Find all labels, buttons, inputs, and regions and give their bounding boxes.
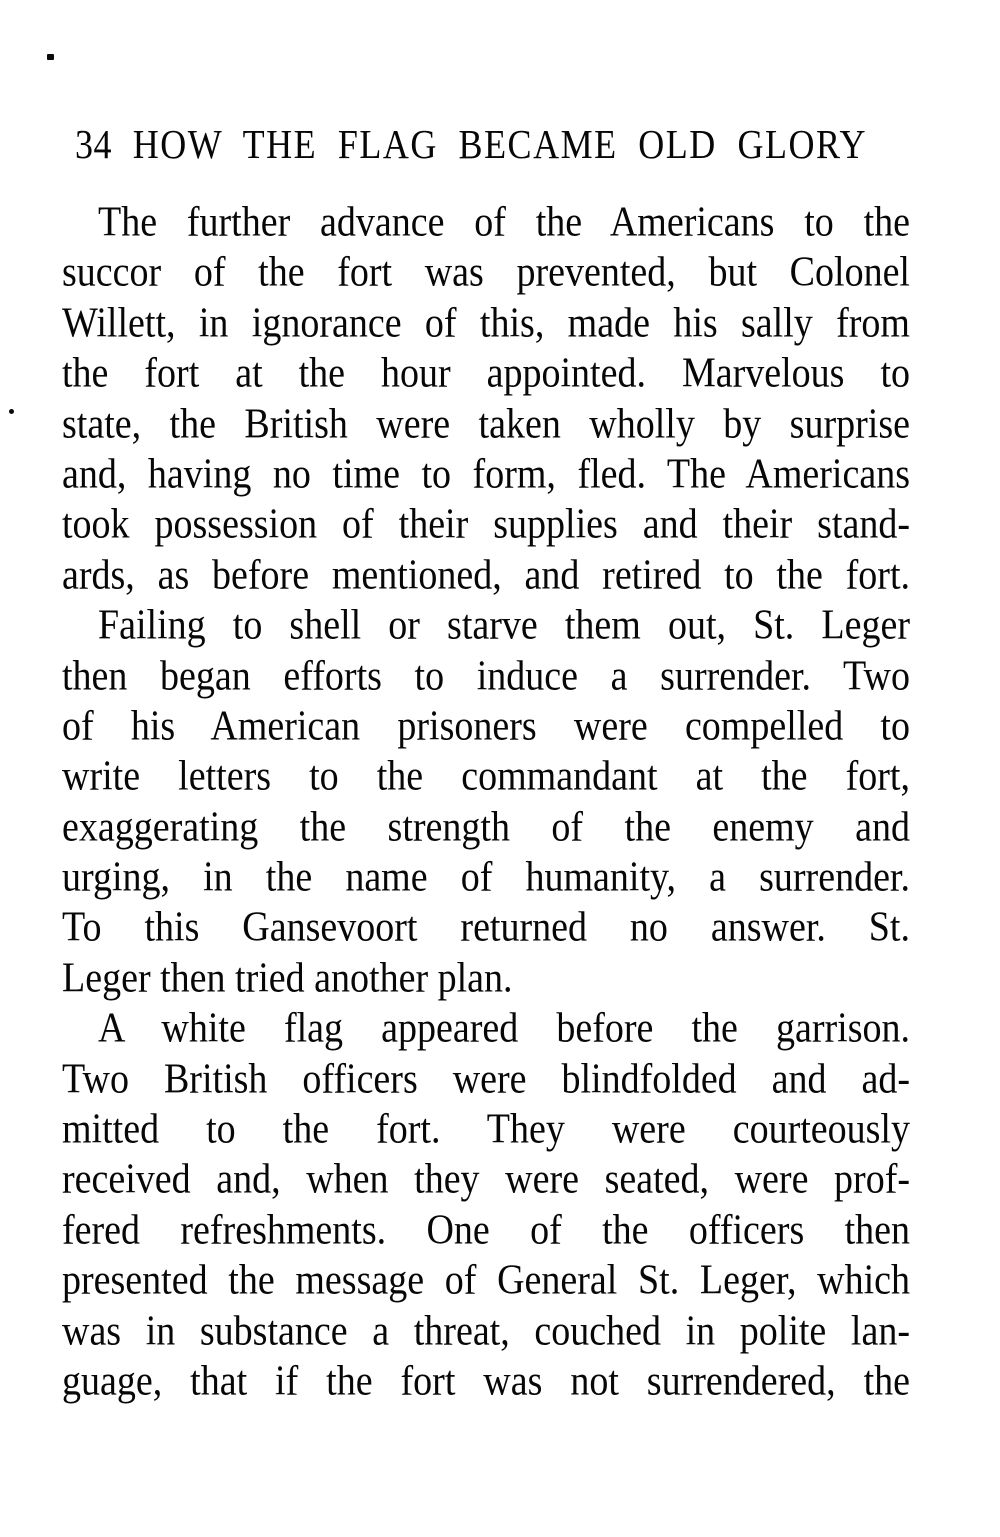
text-line: of his American prisoners were compelled to bbox=[62, 702, 910, 750]
paragraph bbox=[62, 1003, 910, 1406]
text-line: exaggerating the strength of the enemy and bbox=[62, 803, 910, 851]
running-title: HOW THE FLAG BECAME OLD GLORY bbox=[132, 121, 868, 167]
text-line: mitted to the fort. They were courteously bbox=[62, 1105, 910, 1153]
page-header bbox=[75, 112, 867, 176]
text-line: guage, that if the fort was not surrendered, the bbox=[62, 1357, 910, 1405]
text-line: state, the British were taken wholly by surprise bbox=[62, 400, 910, 448]
text-line: the fort at the hour appointed. Marvelous to bbox=[62, 349, 910, 397]
ink-speck-icon bbox=[9, 409, 14, 414]
text-line: presented the message of General St. Leger, which bbox=[62, 1256, 910, 1304]
text-line: received and, when they were seated, were prof- bbox=[62, 1155, 910, 1203]
paragraph bbox=[62, 197, 910, 600]
text-line: and, having no time to form, fled. The Americans bbox=[62, 450, 910, 498]
text-line: then began efforts to induce a surrender. Two bbox=[62, 651, 910, 700]
text-line: succor of the fort was prevented, but Colonel bbox=[62, 248, 910, 296]
text-line: Leger then tried another plan. bbox=[62, 954, 513, 1002]
text-line: To this Gansevoort returned no answer. St. bbox=[62, 903, 910, 951]
text-line: A white flag appeared before the garrison. bbox=[98, 1004, 910, 1052]
page-body bbox=[62, 197, 910, 1406]
page-number: 34 bbox=[75, 121, 112, 167]
text-line: was in substance a threat, couched in polite lan- bbox=[62, 1307, 910, 1355]
text-line: Willett, in ignorance of this, made his sally from bbox=[62, 299, 910, 347]
text-line: write letters to the commandant at the fort, bbox=[62, 752, 910, 800]
ink-speck-icon bbox=[47, 54, 54, 60]
text-line: Two British officers were blindfolded and ad- bbox=[62, 1055, 910, 1103]
text-line: fered refreshments. One of the officers then bbox=[62, 1206, 910, 1254]
text-line: urging, in the name of humanity, a surrender. bbox=[62, 853, 910, 901]
text-line: Failing to shell or starve them out, St. Leger bbox=[98, 601, 910, 649]
text-line: The further advance of the Americans to the bbox=[98, 198, 910, 246]
text-line: ards, as before mentioned, and retired to the fort. bbox=[62, 551, 910, 599]
text-line: took possession of their supplies and their stand- bbox=[62, 500, 910, 548]
paragraph bbox=[62, 600, 910, 1003]
